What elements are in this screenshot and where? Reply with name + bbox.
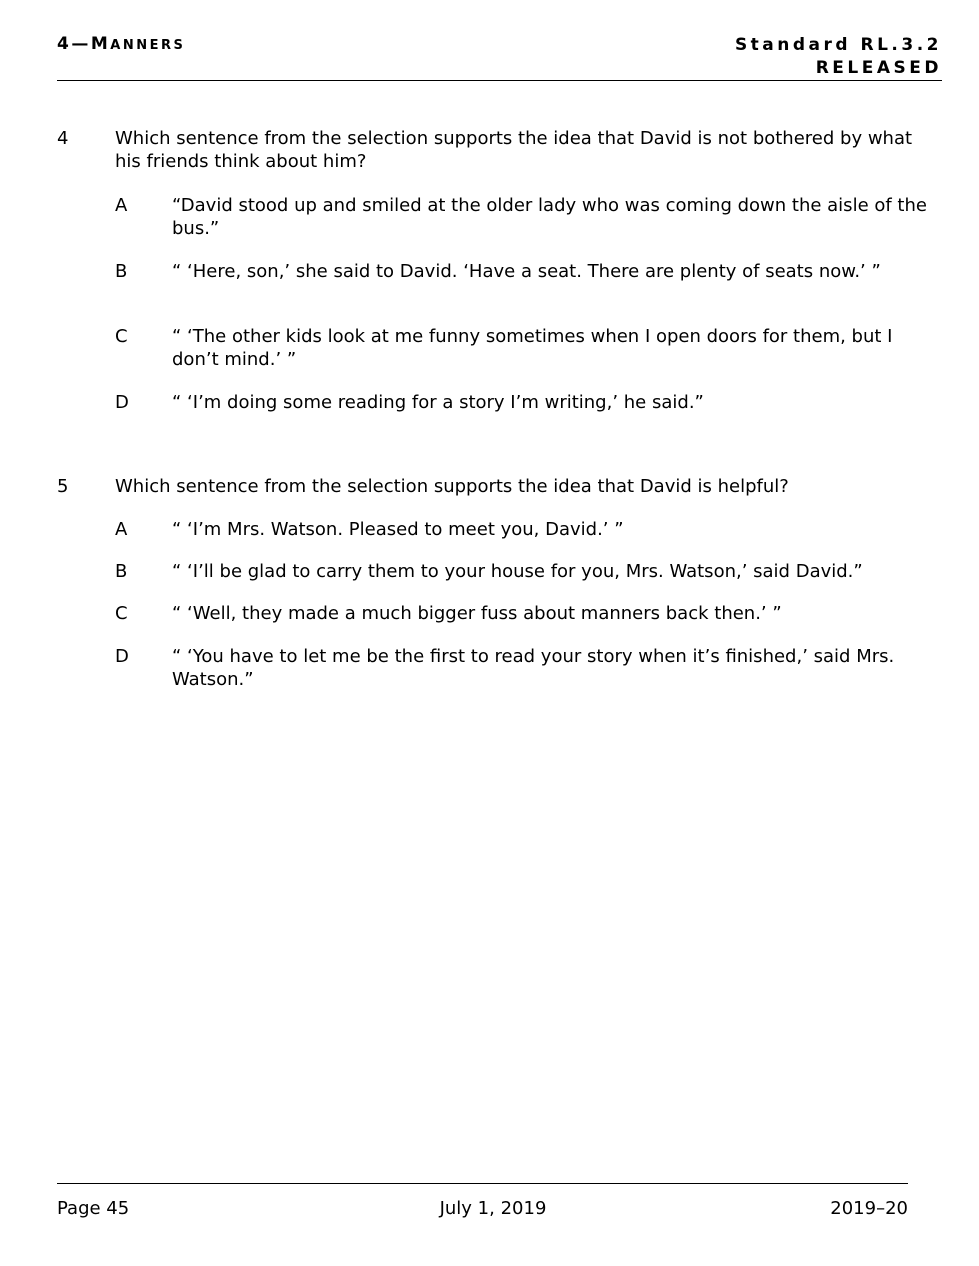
option-text: “ ‘I’m Mrs. Watson. Pleased to meet you, David.’ ” [172,519,624,540]
option-text: “ ‘Well, they made a much bigger fuss about manners back then.’ ” [172,603,782,624]
footer-date: July 1, 2019 [439,1198,547,1219]
option-text: “ ‘I’m doing some reading for a story I’m writing,’ he said.” [172,392,704,413]
title-initial: M [90,34,111,54]
option-letter: C [115,326,128,347]
page-number: Page 45 [57,1198,130,1219]
option-letter: A [115,195,128,216]
standard-block [735,34,942,80]
question-number: 4 [57,128,69,149]
title-dash: — [71,34,91,54]
question-number: 5 [57,476,69,497]
unit-number: 4 [57,34,72,54]
option-letter: D [115,392,129,413]
page-header [57,34,942,81]
option-letter: B [115,561,128,582]
option-text: “ ‘I’ll be glad to carry them to your house for you, Mrs. Watson,’ said David.” [172,561,863,582]
option-text: “ ‘The other kids look at me funny sometimes when I open doors for them, but I don’t mind.’ ” [172,326,893,370]
option-letter: B [115,261,128,282]
released-label: RELEASED [815,58,942,78]
footer-divider [57,1183,908,1184]
title-rest: ANNERS [110,38,186,53]
option-text: “ ‘You have to let me be the first to read your story when it’s finished,’ said Mrs. Watson.” [172,646,895,690]
standard-label: Standard RL.3.2 [734,35,942,55]
option-text: “ ‘Here, son,’ she said to David. ‘Have a seat. There are plenty of seats now.’ ” [172,261,881,282]
unit-title [57,34,185,54]
option-letter: D [115,646,129,667]
school-year: 2019–20 [830,1198,908,1219]
question-stem: Which sentence from the selection supports the idea that David is helpful? [115,476,789,497]
option-text: “David stood up and smiled at the older lady who was coming down the aisle of the bus.” [172,195,927,239]
option-letter: C [115,603,128,624]
option-letter: A [115,519,128,540]
question-stem: Which sentence from the selection supports the idea that David is not bothered by what his friends think about him? [115,128,913,172]
